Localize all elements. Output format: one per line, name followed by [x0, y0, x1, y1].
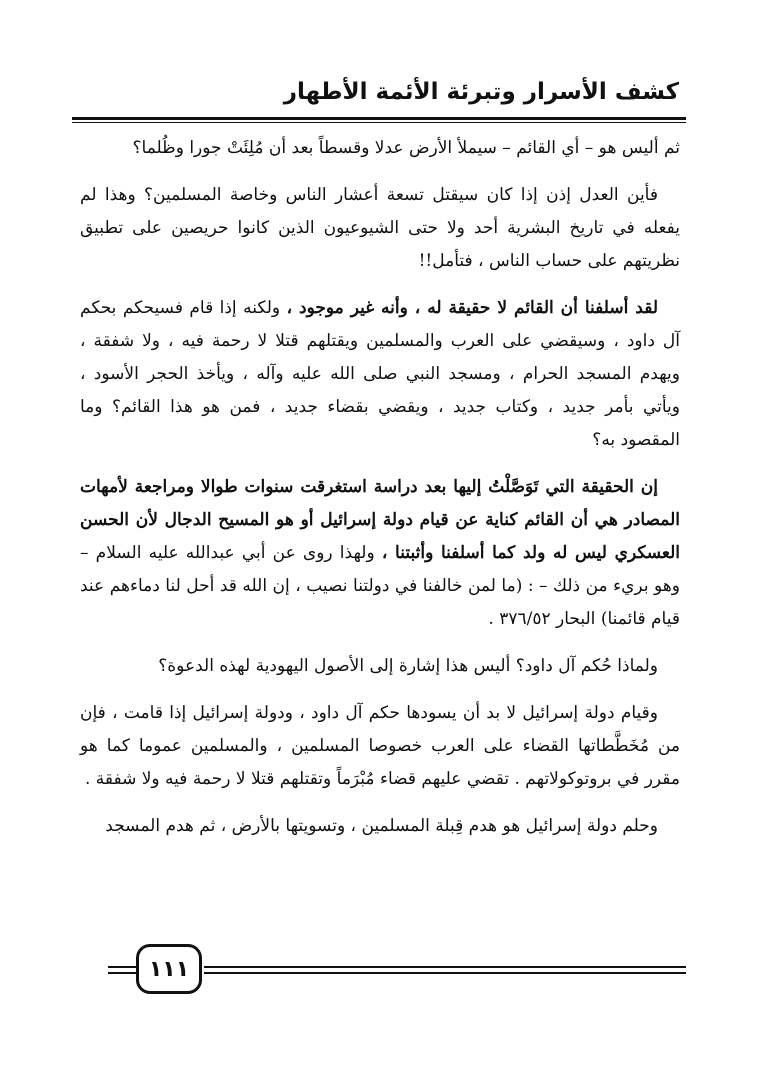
running-header-title: كشف الأسرار وتبرئة الأئمة الأطهار	[283, 79, 679, 105]
paragraph-6: وقيام دولة إسرائيل لا بد أن يسودها حكم آل داود ، ودولة إسرائيل إذا قامت ، فإن من مُخَطَّطاتها القضاء على العرب خصوصا المسلمين ، والمسلمين عموما كما هو مقرر في بروتوكولاتهم . تقضي عليهم قضاء مُبْرَماً وتقتلهم قتلا لا رحمة فيه ولا شفقة .	[80, 703, 680, 789]
paragraph-3-lead: لقد أسلفنا أن القائم لا حقيقة له ، وأنه غير موجود ،	[286, 298, 658, 318]
footer-rule	[204, 966, 686, 968]
paragraph-4-lead: إن الحقيقة التي تَوَصَّلْتُ إليها بعد دراسة استغرقت سنوات طوالا ومراجعة لأمهات المصادر هي أن القائم كناية عن قيام دولة إسرائيل أو هو المسيح الدجال لأن الحسن العسكري ليس له ولد كما أسلفنا وأثبتنا ،	[80, 477, 680, 563]
paragraph-5: ولماذا حُكم آل داود؟ أليس هذا إشارة إلى الأصول اليهودية لهذه الدعوة؟	[158, 656, 658, 676]
paragraph-1: ثم أليس هو – أي القائم – سيملأ الأرض عدلا وقسطاً بعد أن مُلِئَتْ جورا وظُلما؟	[132, 138, 680, 158]
paragraph-4	[80, 471, 680, 636]
paragraph-4-rest: ولهذا روى عن أبي عبدالله عليه السلام – وهو بريء من ذلك – : (ما لمن خالفنا في دولتنا نصيب ، إن الله قد أحل لنا دماءهم عند قيام قائمنا) البحار ٣٧٦/٥٢ .	[80, 543, 680, 629]
paragraph-7: وحلم دولة إسرائيل هو هدم قِبلة المسلمين ، وتسويتها بالأرض ، ثم هدم المسجد	[105, 816, 658, 836]
paragraph-3-rest: ولكنه إذا قام فسيحكم بحكم آل داود ، وسيقضي على العرب والمسلمين ويقتلهم قتلا لا رحمة فيه ، ولا شفقة ، ويهدم المسجد الحرام ، ومسجد النبي صلى الله عليه وآله ، ويأخذ الحجر الأسود ، ويأتي بأمر جديد ، وكتاب جديد ، ويقضي بقضاء جديد ، فمن هو هذا القائم؟ وما المقصود به؟	[80, 298, 680, 450]
paragraph-2: فأين العدل إذن إذا كان سيقتل تسعة أعشار الناس وخاصة المسلمين؟ وهذا لم يفعله في تاريخ البشرية أحد ولا حتى الشيوعيون الذين كانوا حريصين على تطبيق نظريتهم على حساب الناس ، فتأمل!!	[80, 185, 680, 271]
page-number: ١١١	[136, 944, 202, 994]
paragraph-3	[80, 292, 680, 457]
header-rule-thin	[72, 122, 686, 123]
footer-rule	[204, 972, 686, 974]
footer-rule	[108, 972, 136, 974]
header-rule-thick	[72, 117, 686, 120]
footer-rule	[108, 966, 136, 968]
body-text	[80, 132, 680, 857]
